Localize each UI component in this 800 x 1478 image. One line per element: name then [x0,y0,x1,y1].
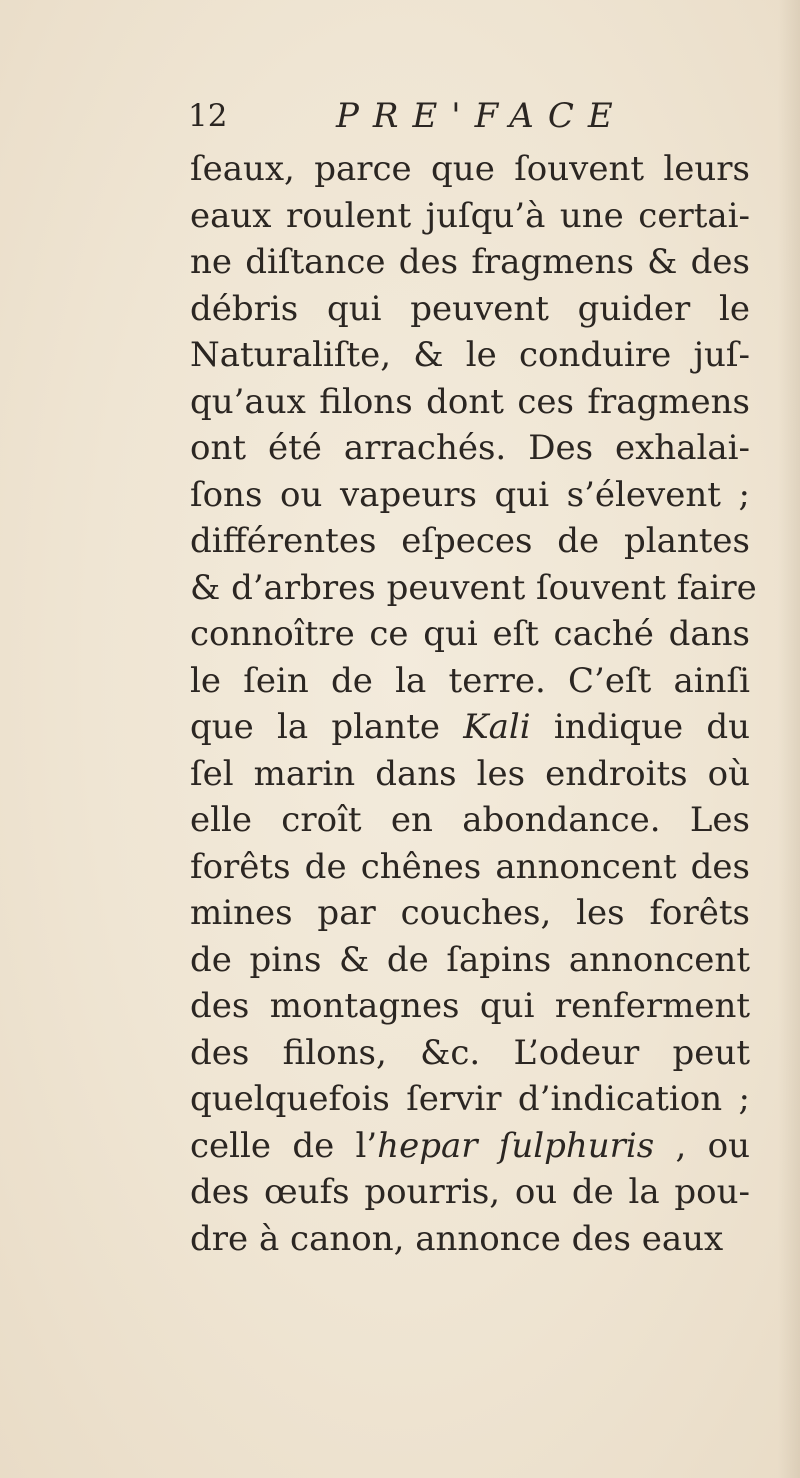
text-line [190,379,750,426]
text-line [190,1030,750,1077]
text-span: débris qui peuvent guider le [190,288,750,329]
text-span: celle de l’ [190,1125,378,1166]
text-span: connoître ce qui eſt caché dans [190,614,750,654]
text-span: que la plante [190,707,464,747]
text-line [190,658,750,705]
running-title: PRE'FACE [336,96,627,136]
text-span: & d’arbres peuvent ſouvent faire [190,567,757,608]
text-span: ſeaux, parce que ſouvent leurs [190,149,750,189]
text-span: quelquefois ſervir d’indication ; [190,1079,750,1119]
text-line [190,193,750,240]
body-text [190,146,757,1262]
text-span: de pins & de ſapins annoncent [190,939,750,980]
text-line [190,425,750,472]
text-span: ne diſtance des fragmens & des [190,242,750,282]
text-line [190,472,750,519]
text-line [190,1076,750,1123]
text-line [190,890,750,937]
text-line [190,239,750,286]
text-span: dre à canon, annonce des eaux [190,1218,724,1259]
text-line [190,1169,750,1216]
italic-text: Kali [463,707,531,747]
text-line [190,611,750,658]
text-line [190,751,750,798]
text-span: des montagnes qui renferment [190,986,750,1026]
text-line [190,565,757,612]
text-line [190,983,750,1030]
text-span: Naturaliſte, & le conduire juſ- [190,335,750,375]
text-line [190,1123,750,1170]
text-span: ſons ou vapeurs qui s’élevent ; [190,474,750,515]
text-span: ſel marin dans les endroits où [190,753,750,794]
text-line [190,146,750,193]
text-line [190,286,750,333]
text-span: des œufs pourris, ou de la pou- [190,1172,750,1212]
text-line [190,937,750,984]
text-line [190,844,750,891]
text-line [190,332,750,379]
page-number: 12 [188,98,228,134]
page-edge-shadow [778,0,800,1478]
text-span: forêts de chênes annoncent des [190,846,750,887]
text-span: le ſein de la terre. C’eſt ainſi [190,660,750,701]
text-span: elle croît en abondance. Les [190,800,750,840]
text-span: qu’aux filons dont ces fragmens [190,381,750,422]
page-header [188,96,648,146]
text-span: des filons, &c. L’odeur peut [190,1032,750,1073]
text-span: indique du [530,707,750,747]
text-span: eaux roulent juſqu’à une certai- [190,195,750,236]
text-line [190,1216,750,1263]
text-span: , ou [654,1125,751,1166]
text-span: ont été arrachés. Des exhalai- [190,428,750,468]
text-line [190,704,750,751]
text-span: mines par couches, les forêts [190,893,750,933]
text-span: différentes eſpeces de plantes [190,521,750,561]
text-line [190,797,750,844]
italic-text: hepar ſulphuris [377,1125,655,1166]
text-line [190,518,750,565]
